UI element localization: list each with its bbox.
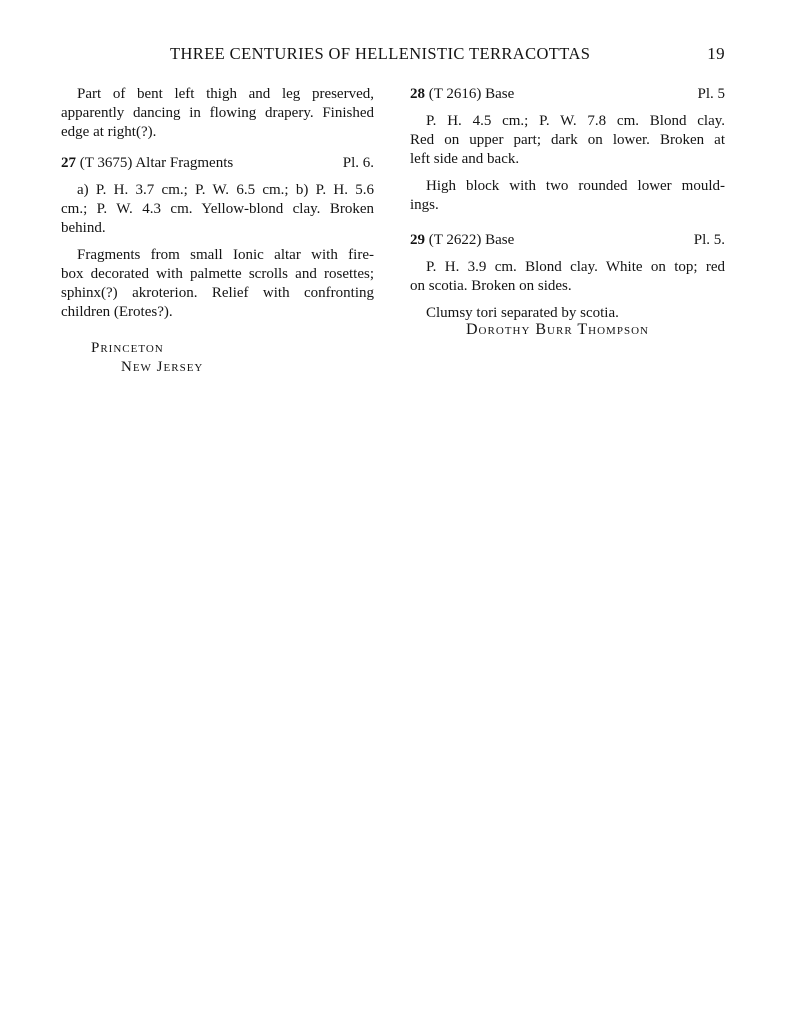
inventory-number: (T 3675) bbox=[79, 155, 133, 171]
dimensions-paragraph bbox=[410, 258, 725, 296]
description-paragraph bbox=[61, 246, 374, 322]
text-line: apparently dancing in flowing drapery. Finished bbox=[61, 105, 374, 121]
text-line: Red on upper part; dark on lower. Broken at bbox=[410, 132, 725, 148]
text-line: Clumsy tori separated by scotia. bbox=[426, 305, 619, 321]
text-line: sphinx(?) akroterion. Relief with confronting bbox=[61, 285, 374, 301]
entry-number: 28 bbox=[410, 86, 425, 102]
running-title: THREE CENTURIES OF HELLENISTIC TERRACOTTAS bbox=[170, 44, 591, 63]
text-line: High block with two rounded lower mould- bbox=[426, 178, 725, 194]
plate-reference: Pl. 6. bbox=[342, 155, 374, 171]
entry-number: 29 bbox=[410, 232, 425, 248]
text-line: P. H. 4.5 cm.; P. W. 7.8 cm. Blond clay. bbox=[426, 113, 725, 129]
text-line: edge at right(?). bbox=[61, 124, 157, 140]
text-line: Fragments from small Ionic altar with fire- bbox=[77, 247, 374, 263]
inventory-number: (T 2622) bbox=[428, 232, 482, 248]
text-line: Part of bent left thigh and leg preserved, bbox=[77, 86, 374, 102]
text-line: left side and back. bbox=[410, 151, 520, 167]
entry-title: Altar Fragments bbox=[135, 155, 234, 171]
left-column bbox=[61, 85, 374, 322]
catalogue-entry-heading bbox=[61, 154, 374, 173]
dimensions-paragraph bbox=[410, 112, 725, 169]
continuation-paragraph bbox=[61, 85, 374, 142]
text-line: box decorated with palmette scrolls and rosettes; bbox=[61, 266, 374, 282]
place-signature bbox=[91, 339, 203, 377]
text-line: behind. bbox=[61, 220, 106, 236]
plate-reference: Pl. 5. bbox=[693, 232, 725, 248]
dimensions-paragraph bbox=[61, 181, 374, 238]
author-signature: Dorothy Burr Thompson bbox=[466, 321, 649, 338]
entry-title: Base bbox=[485, 86, 515, 102]
text-line: ings. bbox=[410, 197, 439, 213]
entry-number: 27 bbox=[61, 155, 76, 171]
text-line: cm.; P. W. 4.3 cm. Yellow-blond clay. Broken bbox=[61, 201, 374, 217]
text-line: on scotia. Broken on sides. bbox=[410, 278, 572, 294]
catalogue-entry-heading bbox=[410, 231, 725, 250]
plate-reference: Pl. 5 bbox=[697, 86, 725, 102]
place-line-state: New Jersey bbox=[121, 359, 204, 375]
right-column bbox=[410, 85, 725, 323]
text-line: a) P. H. 3.7 cm.; P. W. 6.5 cm.; b) P. H. 5.6 bbox=[77, 182, 374, 198]
description-paragraph bbox=[410, 177, 725, 215]
page-number: 19 bbox=[707, 44, 725, 63]
catalogue-entry-heading bbox=[410, 85, 725, 104]
text-line: children (Erotes?). bbox=[61, 304, 173, 320]
text-line: P. H. 3.9 cm. Blond clay. White on top; red bbox=[426, 259, 725, 275]
inventory-number: (T 2616) bbox=[428, 86, 482, 102]
running-header bbox=[170, 44, 725, 70]
place-line-city: Princeton bbox=[91, 340, 164, 356]
entry-title: Base bbox=[485, 232, 515, 248]
